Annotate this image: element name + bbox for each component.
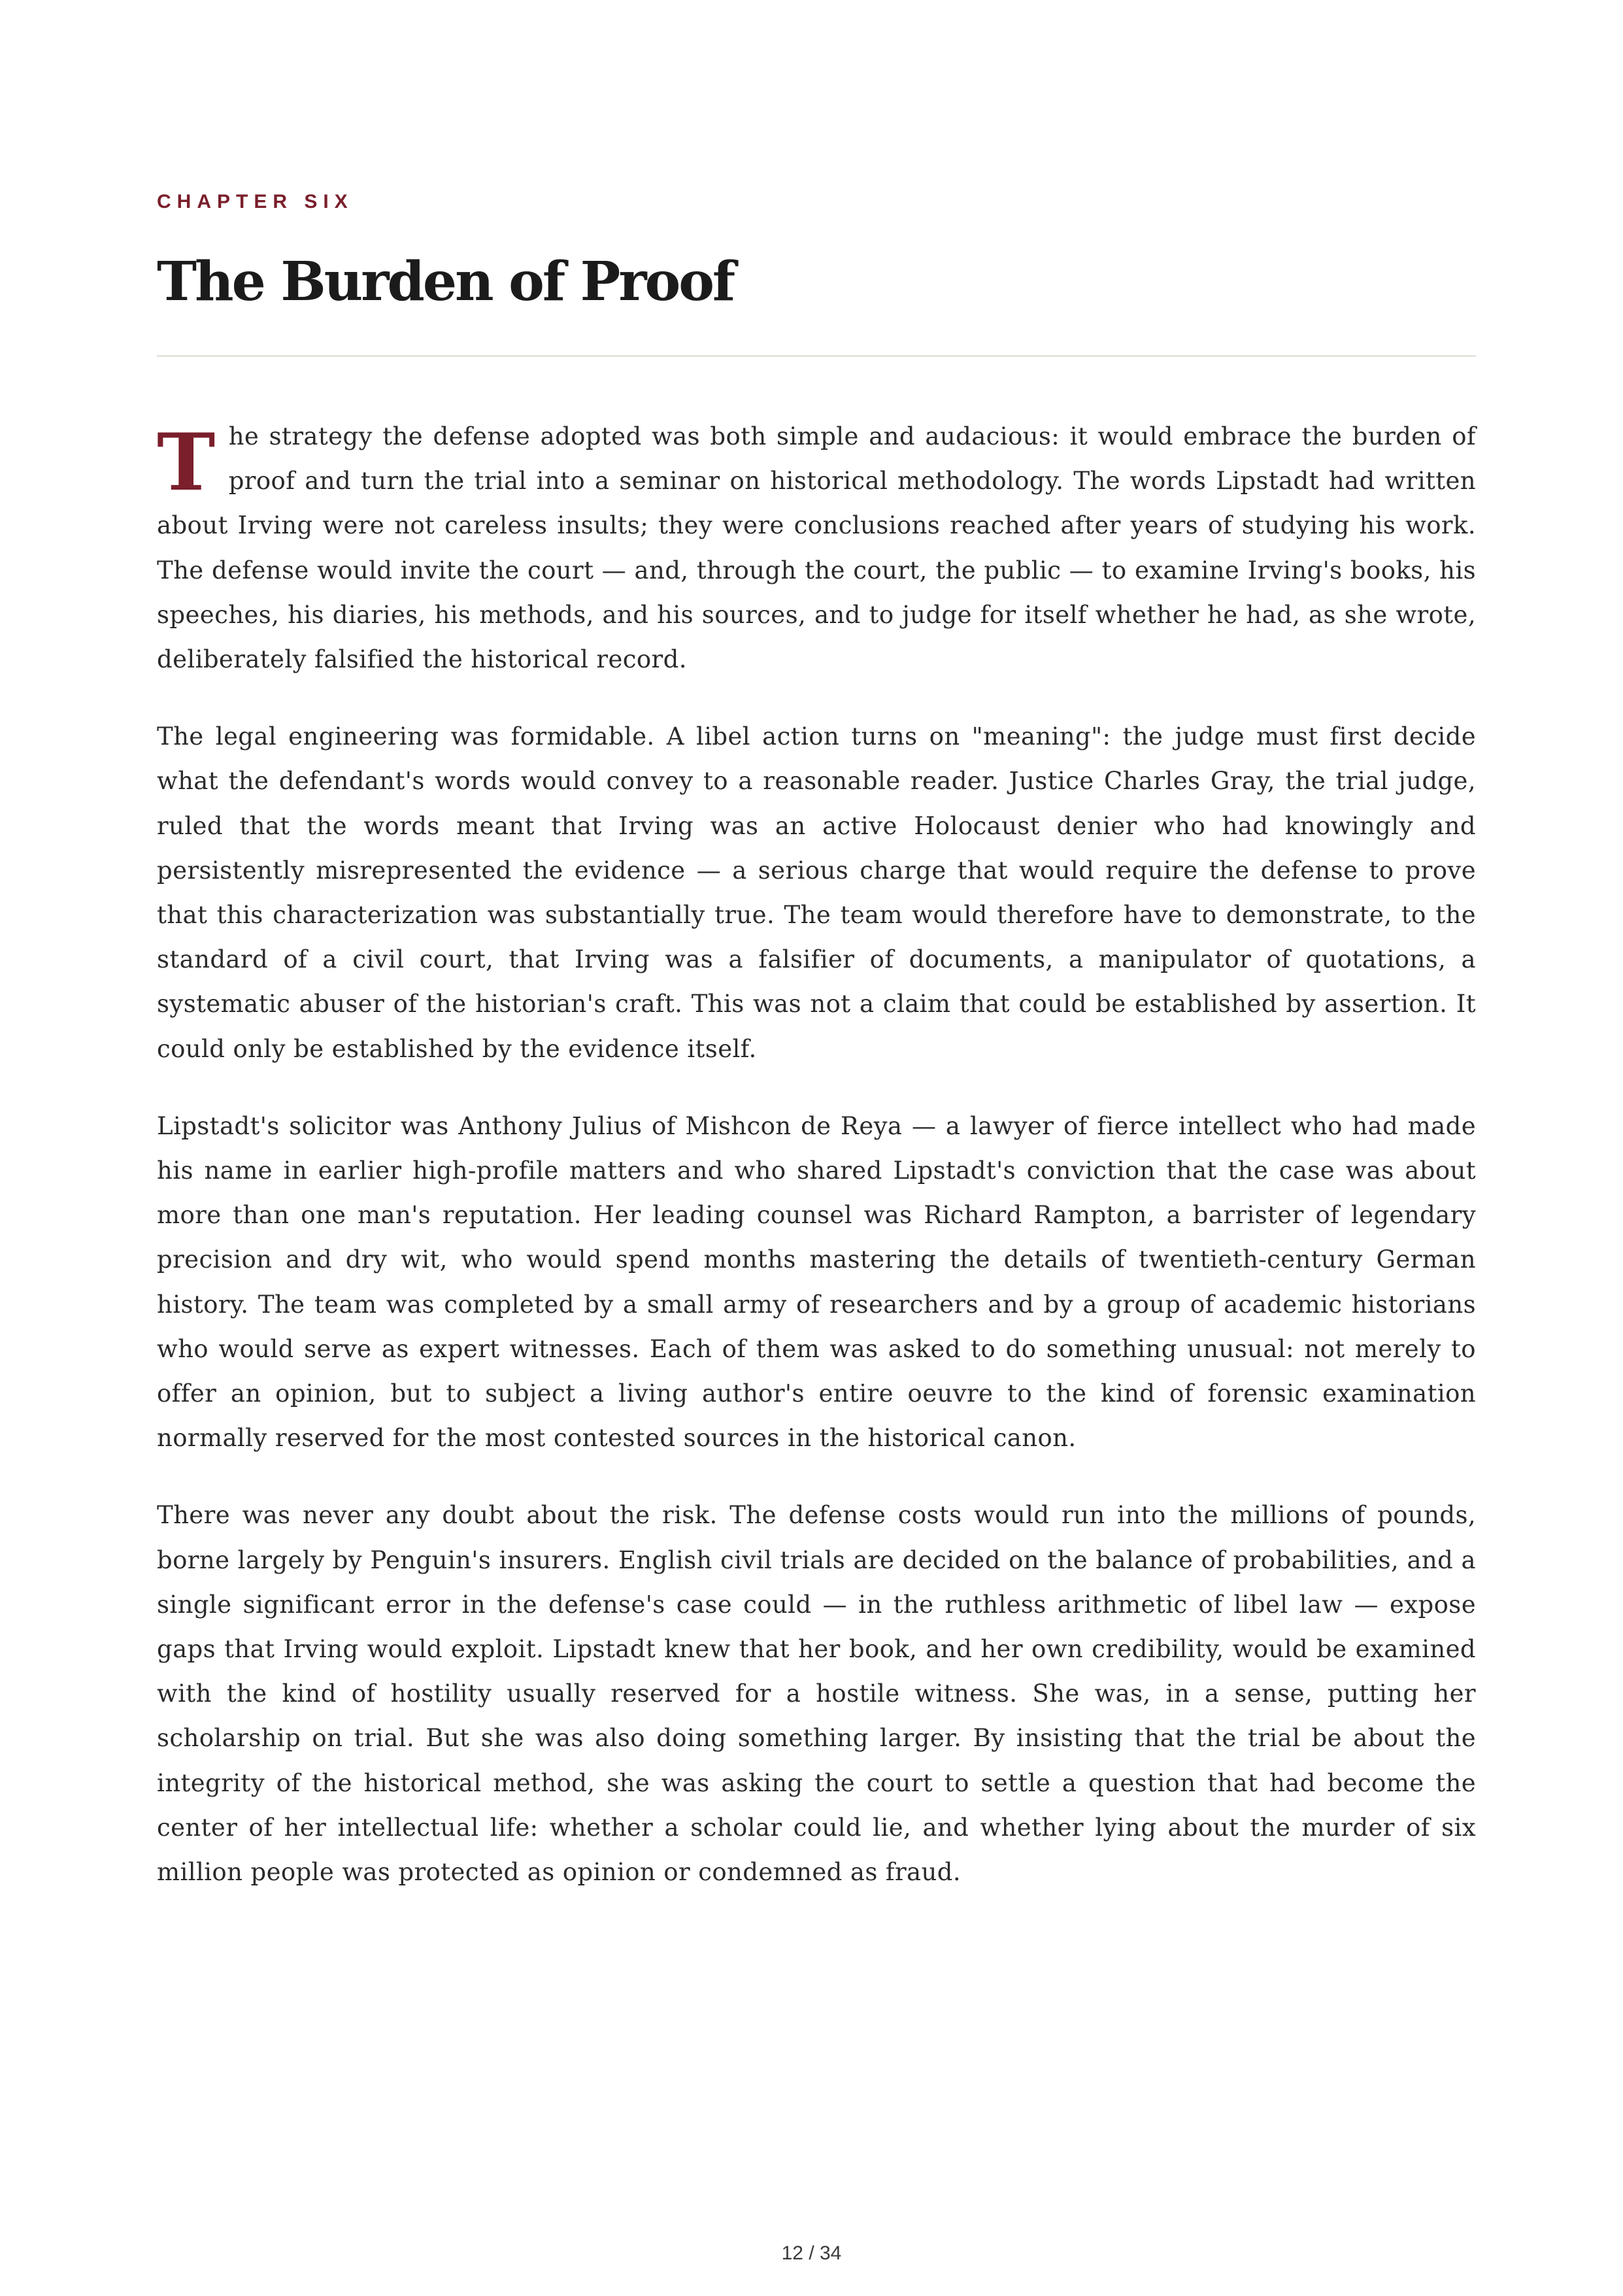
paragraph-1-text: he strategy the defense adopted was both simple and audacious: it would embrace the burden of proof and turn the trial into a seminar on historical methodology. The words Lipstadt had written about Irving were not careless insults; they were conclusions reached after years of studying his work. The defense would invite the court — and, through the court, the public — to examine Irving's books, his speeches, his diaries, his methods, and his sources, and to judge for itself whether he had, as she wrote, deliberately falsified the historical record.	[157, 422, 1476, 674]
page-number: 12 / 34	[781, 2242, 842, 2264]
paragraph-3: Lipstadt's solicitor was Anthony Julius of Mishcon de Reya — a lawyer of fierce intellect who had made his name in earlier high-profile matters and who shared Lipstadt's conviction that the case was about more than one man's reputation. Her leading counsel was Richard Rampton, a barrister of legendary precision and dry wit, who would spend months mastering the details of twentieth-century German history. The team was completed by a small army of researchers and by a group of academic historians who would serve as expert witnesses. Each of them was asked to do something unusual: not merely to offer an opinion, but to subject a living author's entire oeuvre to the kind of forensic examination normally reserved for the most contested sources in the historical canon.	[157, 1111, 1476, 1453]
chapter-kicker: CHAPTER SIX	[157, 191, 354, 212]
chapter-title: The Burden of Proof	[157, 250, 734, 313]
paragraph-1	[157, 414, 1476, 682]
paragraph-2: The legal engineering was formidable. A libel action turns on "meaning": the judge must first decide what the defendant's words would convey to a reasonable reader. Justice Charles Gray, the trial judge, ruled that the words meant that Irving was an active Holocaust denier who had knowingly and persistently misrepresented the evidence — a serious charge that would require the defense to prove that this characterization was substantially true. The team would therefore have to demonstrate, to the standard of a civil court, that Irving was a falsifier of documents, a manipulator of quotations, a systematic abuser of the historian's craft. This was not a claim that could be established by assertion. It could only be established by the evidence itself.	[157, 722, 1476, 1063]
drop-cap: T	[157, 416, 216, 509]
title-divider	[157, 355, 1476, 357]
paragraph-4: There was never any doubt about the risk. The defense costs would run into the millions of pounds, borne largely by Penguin's insurers. English civil trials are decided on the balance of probabilities, and a single significant error in the defense's case could — in the ruthless arithmetic of libel law — expose gaps that Irving would exploit. Lipstadt knew that her book, and her own credibility, would be examined with the kind of hostility usually reserved for a hostile witness. She was, in a sense, putting her scholarship on trial. But she was also doing something larger. By insisting that the trial be about the integrity of the historical method, she was asking the court to settle a question that had become the center of her intellectual life: whether a scholar could lie, and whether lying about the murder of six million people was protected as opinion or condemned as fraud.	[157, 1501, 1476, 1887]
chapter-content	[157, 186, 1476, 1927]
chapter-body	[157, 414, 1476, 1895]
